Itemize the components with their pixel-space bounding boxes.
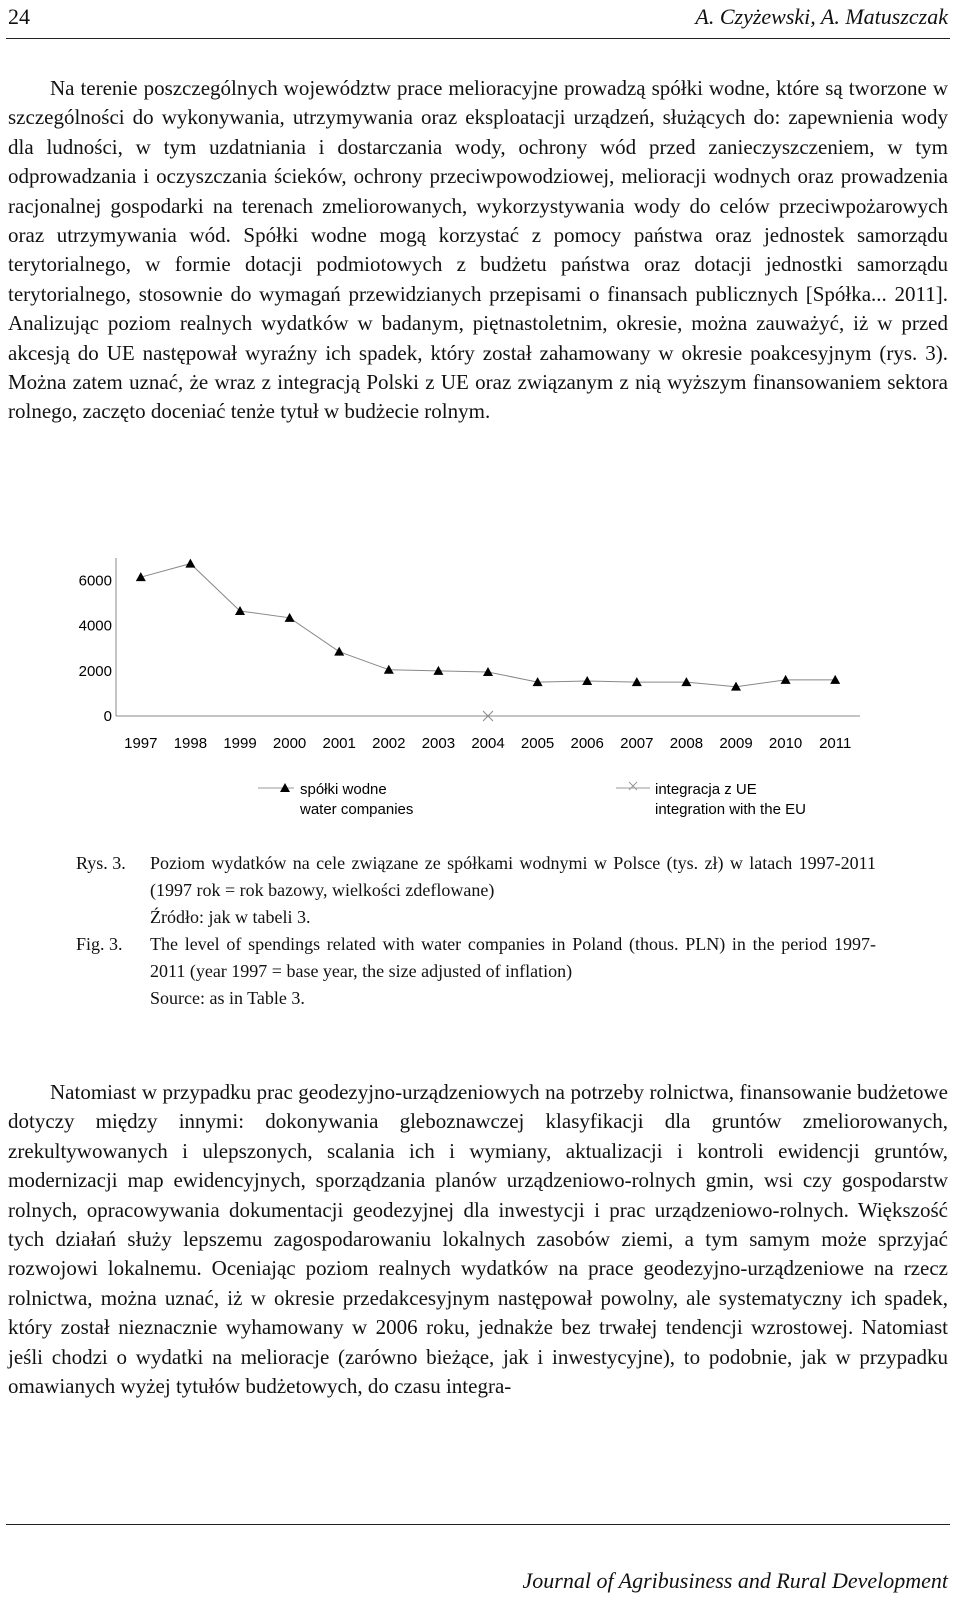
data-point	[334, 647, 344, 656]
y-tick-labels	[79, 573, 112, 725]
x-tick-label: 1998	[173, 735, 208, 752]
legend-item-integration	[616, 781, 806, 818]
legend-item-water-companies	[258, 781, 413, 818]
caption-en-source: Source: as in Table 3.	[150, 988, 305, 1008]
page-header	[8, 2, 948, 38]
data-point	[582, 676, 592, 685]
legend	[258, 781, 806, 818]
y-tick-label: 0	[103, 708, 112, 725]
data-point	[185, 559, 195, 568]
footer-rule	[6, 1524, 950, 1525]
caption-pl-label: Rys. 3.	[76, 853, 126, 873]
y-tick-label: 4000	[78, 617, 112, 635]
x-tick-label: 2005	[520, 735, 555, 752]
x-tick-label: 2001	[322, 735, 356, 752]
legend-label-pl-integration: integracja z UE	[655, 781, 757, 798]
data-point	[384, 665, 394, 674]
y-tick-label: 6000	[78, 572, 112, 590]
page-number: 24	[8, 4, 30, 29]
header-rule	[6, 38, 950, 39]
x-tick-label: 1999	[223, 735, 257, 752]
x-tick-label: 2000	[272, 735, 307, 752]
line-chart	[60, 548, 920, 838]
journal-footer: Journal of Agribusiness and Rural Development	[522, 1568, 948, 1593]
x-tick-label: 2003	[421, 735, 456, 752]
legend-cross-icon	[629, 782, 637, 790]
legend-label-en-integration: integration with the EU	[655, 801, 806, 818]
data-point	[830, 675, 840, 684]
caption-pl-source: Źródło: jak w tabeli 3.	[150, 907, 311, 927]
paragraph-1: Na terenie poszczególnych województw prace melioracyjne prowadzą spółki wodne, które są tworzone w szczególności do wykonywania, utrzymywania oraz eksploatacji urządzeń, służących do: zapewnienia wody dla ludności, w tym uzdatniania i dostarczania wody, ochrony wód przed zanieczyszczeniem, w tym odprowadzania i oczyszczania ścieków, ochrony przeciwpowodziowej, melioracji wodnych oraz prowadzenia racjonalnej gospodarki na terenach zmeliorowanych, wykorzystywania wody do celów przeciwpożarowych oraz utrzymywania wód. Spółki wodne mogą korzystać z pomocy państwa oraz jednostek samorządu terytorialnego, w formie dotacji podmiotowych z budżetu państwa oraz dotacji jednostki samorządu terytorialnego, stosownie do wymagań przewidzianych przepisami o finansach publicznych [Spółka... 2011]. Analizując poziom realnych wydatków w badanym, piętnastoletnim, okresie, można zauważyć, iż w przed akcesją do UE następował wyraźny ich spadek, który został zahamowany w okresie poakcesyjnym (rys. 3). Można zatem uznać, że wraz z integracją Polski z UE oraz związanym z nią wyższym finansowaniem sektora rolnego, zaczęto doceniać tenże tytuł w budżecie rolnym.	[8, 76, 948, 424]
caption-en-text: The level of spendings related with water companies in Poland (thous. PLN) in the period 1997-2011 (year 1997 = base year, the size adjusted of inflation)	[150, 934, 876, 981]
caption-en	[76, 931, 876, 1012]
caption-pl	[76, 850, 876, 931]
x-tick-label: 2006	[570, 735, 604, 752]
x-tick-label: 2004	[471, 735, 505, 752]
x-tick-label: 2007	[620, 735, 654, 752]
x-tick-label: 1997	[124, 735, 158, 752]
data-point	[781, 675, 791, 684]
caption-en-label: Fig. 3.	[76, 934, 123, 954]
figure-caption	[76, 850, 876, 1012]
x-tick-label: 2009	[719, 735, 753, 752]
paragraph-2: Natomiast w przypadku prac geodezyjno-urządzeniowych na potrzeby rolnictwa, finansowanie budżetowe dotyczy między innymi: dokonywania gleboznawczej klasyfikacji dla gruntów zmeliorowanych, zrekultywowanych i ulepszonych, scalania ich i wymiany, aktualizacji i kontroli ewidencji gruntów, modernizacji map ewidencyjnych, sporządzania planów urządzeniowo-rolnych gmin, wsi czy gospodarstw rolnych, opracowywania dokumentacji geodezyjnej dla inwestycji i prac urządzeniowo-rolnych. Większość tych działań służy lepszemu zagospodarowaniu lokalnych zasobów ziemi, a tym samym może sprzyjać rozwojowi lokalnemu. Oceniając poziom realnych wydatków na prace geodezyjno-urządzeniowe na rzecz rolnictwa, można uznać, iż w okresie przedakcesyjnym następował powolny, ale systematyczny ich spadek, który został nieznacznie wyhamowany w 2006 roku, jednakże bez trwałej tendencji wzrostowej. Natomiast jeśli chodzi o wydatki na melioracje (zarówno bieżące, jak i inwestycyjne), to podobnie, jak w przypadku omawianych wyżej tytułów budżetowych, do czasu integra-	[8, 1080, 948, 1399]
x-tick-label: 2002	[372, 735, 406, 752]
x-tick-label: 2010	[768, 735, 803, 752]
y-tick-label: 2000	[78, 662, 112, 680]
x-tick-label: 2011	[819, 735, 852, 752]
x-tick-labels	[124, 735, 851, 752]
legend-label-pl-water: spółki wodne	[300, 781, 387, 798]
x-tick-label: 2008	[669, 735, 704, 752]
legend-label-en-water: water companies	[300, 801, 414, 818]
series-water-companies	[136, 559, 840, 691]
running-head-authors: A. Czyżewski, A. Matuszczak	[695, 4, 948, 29]
caption-pl-text: Poziom wydatków na cele związane ze spółkami wodnymi w Polsce (tys. zł) w latach 1997-2011 (1997 rok = rok bazowy, wielkości zdeflowane)	[150, 853, 876, 900]
